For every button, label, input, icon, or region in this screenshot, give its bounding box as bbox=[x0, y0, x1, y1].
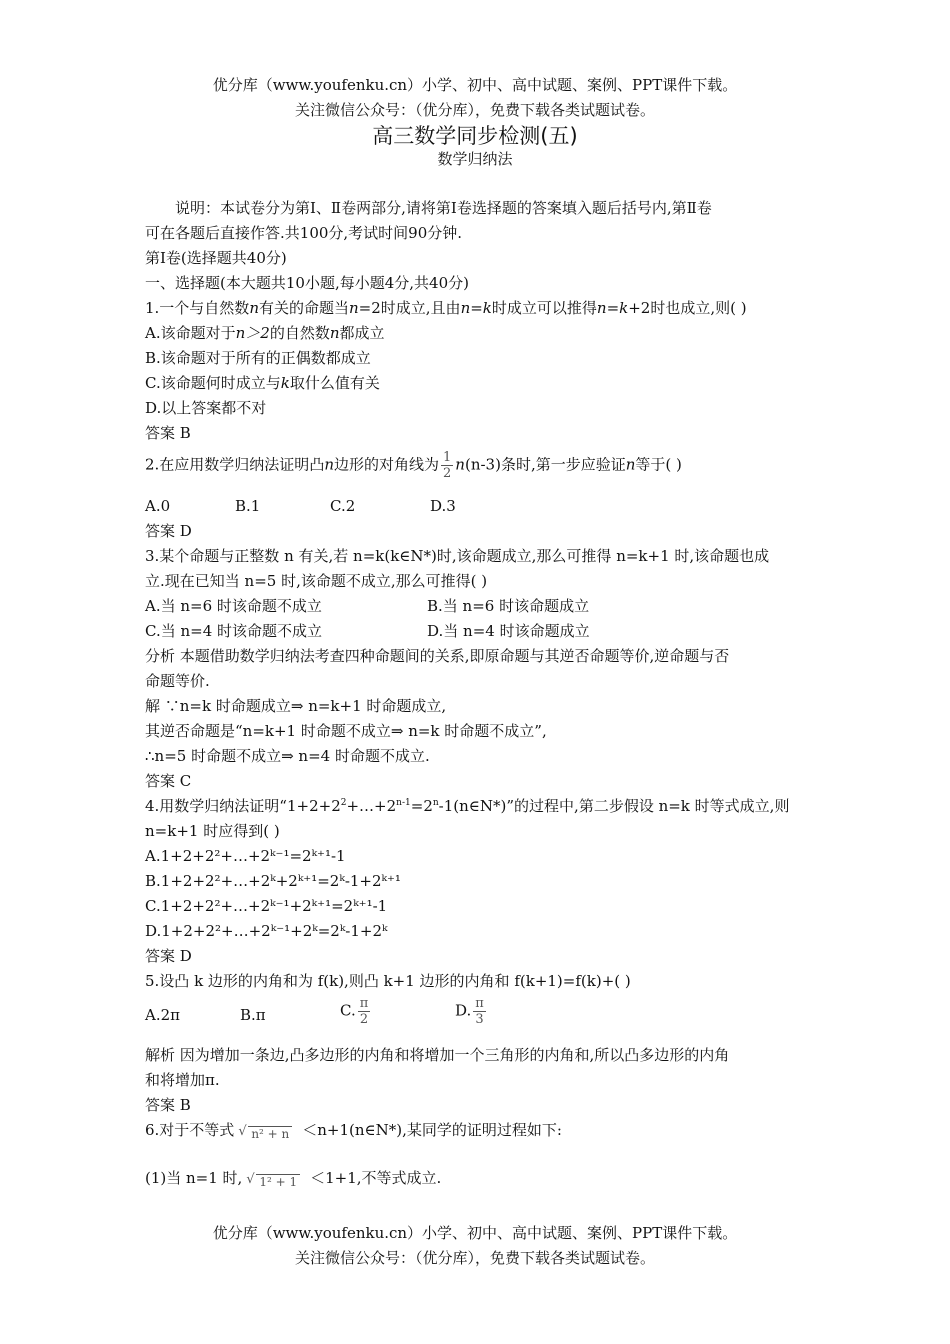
q4-option-d: D.1+2+2²+…+2ᵏ⁻¹+2ᵏ=2ᵏ-1+2ᵏ bbox=[145, 922, 388, 940]
q2-option-c: C.2 bbox=[330, 497, 356, 515]
page-title: 高三数学同步检测(五) bbox=[372, 124, 578, 148]
q2-option-b: B.1 bbox=[235, 497, 261, 515]
intro-line-2: 可在各题后直接作答.共100分,考试时间90分钟. bbox=[145, 224, 463, 242]
q2-answer: 答案 D bbox=[145, 522, 192, 540]
q2-stem: 2.在应用数学归纳法证明凸n边形的对角线为 $\frac{1}{2}$ n(n-3)条时,第一步应验证n等于( ) bbox=[145, 450, 682, 481]
footer-line-1: 优分库（www.youfenku.cn）小学、初中、高中试题、案例、PPT课件下载。 bbox=[212, 1224, 738, 1242]
q5-explanation-line-1: 解析 因为增加一条边,凸多边形的内角和将增加一个三角形的内角和,所以凸多边形的内角 bbox=[145, 1046, 730, 1064]
q6-step1-sqrt: √ 1² + 1 bbox=[246, 1166, 306, 1192]
q4-answer: 答案 D bbox=[145, 947, 192, 965]
q1-option-b: B.该命题对于所有的正偶数都成立 bbox=[145, 349, 371, 367]
q6-sqrt: √ n² + n bbox=[238, 1118, 298, 1144]
q3-solution-line-2: 其逆否命题是“n=k+1 时命题不成立⇒ n=k 时命题不成立”, bbox=[145, 722, 547, 740]
q3-option-b: B.当 n=6 时该命题成立 bbox=[427, 597, 590, 615]
q5-option-d: D. $\frac{\pi}{3}$ bbox=[455, 996, 484, 1027]
q3-option-c: C.当 n=4 时该命题不成立 bbox=[145, 622, 323, 640]
q1-option-c: C.该命题何时成立与k取什么值有关 bbox=[145, 374, 380, 392]
q5-option-a: A.2π bbox=[145, 1006, 181, 1024]
q4-stem-line-1: 4.用数学归纳法证明“$1+2+2^2+\dots+2^{n-1}=2^n-1(n\in N*)$”的过程中,第二步假设 n=k 时等式成立,则 bbox=[145, 797, 790, 815]
q4-stem-line-2: n=k+1 时应得到( ) bbox=[145, 822, 280, 840]
q3-stem-line-1: 3.某个命题与正整数 n 有关,若 n=k(k∈N*)时,该命题成立,那么可推得 n=k+1 时,该命题也成 bbox=[145, 547, 770, 565]
q3-solution-line-3: ∴n=5 时命题不成立⇒ n=4 时命题不成立. bbox=[145, 747, 430, 765]
q2-option-d: D.3 bbox=[430, 497, 456, 515]
q3-analysis-line-1: 分析 本题借助数学归纳法考查四种命题间的关系,即原命题与其逆否命题等价,逆命题与否 bbox=[145, 647, 730, 665]
q3-analysis-line-2: 命题等价. bbox=[145, 672, 210, 690]
q4-option-b: B.1+2+2²+…+2ᵏ+2ᵏ⁺¹=2ᵏ-1+2ᵏ⁺¹ bbox=[145, 872, 401, 890]
intro-line-1: 说明：本试卷分为第Ⅰ、Ⅱ卷两部分,请将第Ⅰ卷选择题的答案填入题后括号内,第Ⅱ卷 bbox=[175, 199, 712, 217]
q6-step-1: (1)当 n=1 时,√ 1² + 1 ＜1+1,不等式成立. bbox=[145, 1166, 441, 1192]
q2-fraction: $\frac{1}{2}$ bbox=[443, 450, 452, 481]
q5-explanation-line-2: 和将增加π. bbox=[145, 1071, 220, 1089]
q4-option-c: C.1+2+2²+…+2ᵏ⁻¹+2ᵏ⁺¹=2ᵏ⁺¹-1 bbox=[145, 897, 388, 915]
header-line-2: 关注微信公众号：（优分库），免费下载各类试题试卷。 bbox=[294, 101, 655, 119]
q5-option-c: C. $\frac{\pi}{2}$ bbox=[340, 996, 369, 1027]
q2-option-a: A.0 bbox=[145, 497, 171, 515]
q5-stem: 5.设凸 k 边形的内角和为 f(k),则凸 k+1 边形的内角和 f(k+1)=f(k)+( ) bbox=[145, 972, 631, 990]
footer-line-2: 关注微信公众号：（优分库），免费下载各类试题试卷。 bbox=[294, 1249, 655, 1267]
q3-solution-line-1: 解 ∵n=k 时命题成立⇒ n=k+1 时命题成立, bbox=[145, 697, 447, 715]
q3-option-d: D.当 n=4 时该命题成立 bbox=[427, 622, 590, 640]
section-one-heading: 一、选择题(本大题共10小题,每小题4分,共40分) bbox=[145, 274, 469, 292]
header-line-1: 优分库（www.youfenku.cn）小学、初中、高中试题、案例、PPT课件下载。 bbox=[212, 76, 738, 94]
q5-option-b: B.π bbox=[240, 1006, 266, 1024]
part-one-heading: 第Ⅰ卷(选择题共40分) bbox=[145, 249, 287, 267]
q1-option-a: A.该命题对于n＞2的自然数n都成立 bbox=[145, 324, 385, 342]
q4-option-a: A.1+2+2²+…+2ᵏ⁻¹=2ᵏ⁺¹-1 bbox=[145, 847, 346, 865]
q5-answer: 答案 B bbox=[145, 1096, 191, 1114]
q1-answer: 答案 B bbox=[145, 424, 191, 442]
q3-option-a: A.当 n=6 时该命题不成立 bbox=[145, 597, 322, 615]
q1-option-d: D.以上答案都不对 bbox=[145, 399, 267, 417]
page-subtitle: 数学归纳法 bbox=[437, 150, 513, 168]
q3-stem-line-2: 立.现在已知当 n=5 时,该命题不成立,那么可推得( ) bbox=[145, 572, 488, 590]
q3-answer: 答案 C bbox=[145, 772, 192, 790]
q1-stem: 1.一个与自然数n有关的命题当n=2时成立,且由n=k时成立可以推得n=k+2时也成立,则( ) bbox=[145, 299, 747, 317]
q6-stem: 6.对于不等式√ n² + n ＜n+1(n∈N*),某同学的证明过程如下: bbox=[145, 1118, 562, 1144]
